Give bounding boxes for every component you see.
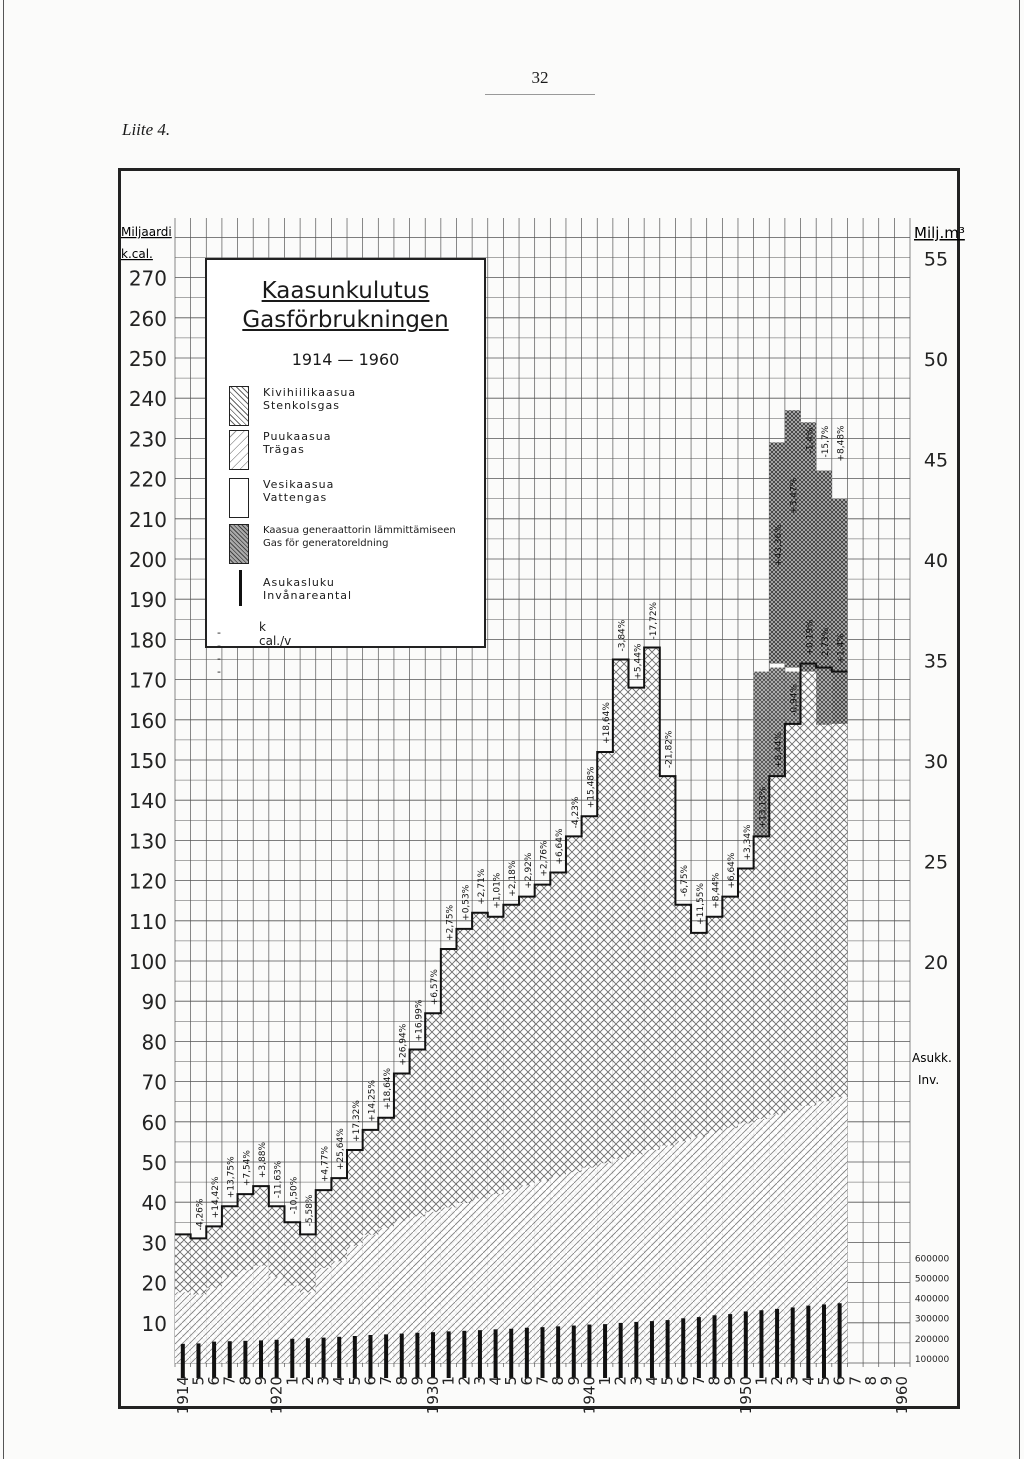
population-bar xyxy=(728,1314,732,1378)
percent-label: +8,44% xyxy=(711,872,722,909)
right-tick-label: 35 xyxy=(923,650,949,673)
x-tick-label: 6 xyxy=(674,1376,693,1386)
percent-label: -17,72% xyxy=(648,601,659,640)
x-tick-label: 6 xyxy=(517,1376,536,1386)
y-tick-label: 130 xyxy=(128,829,167,854)
population-bar xyxy=(384,1334,388,1378)
percent-label: +1,01% xyxy=(492,872,503,909)
population-bar xyxy=(290,1339,294,1378)
x-tick-label: 1 xyxy=(283,1376,302,1386)
percent-label: -5,58% xyxy=(304,1194,315,1227)
population-bar xyxy=(353,1336,357,1378)
population-bar xyxy=(744,1311,748,1378)
y-tick-label: 260 xyxy=(128,306,167,331)
x-tick-label: 3 xyxy=(314,1376,333,1386)
blank-swatch xyxy=(229,478,249,518)
population-bar xyxy=(525,1328,529,1378)
percent-label: +6,57% xyxy=(430,969,441,1006)
y-tick-label: 210 xyxy=(128,507,167,532)
generator-gas-bar xyxy=(785,410,801,667)
y-tick-label: 60 xyxy=(141,1110,167,1135)
x-tick-label: 4 xyxy=(330,1376,349,1386)
population-tick-label: 300000 xyxy=(914,1314,950,1325)
percent-label: -0,94% xyxy=(789,683,800,716)
legend-title-fi: Kaasunkulutus xyxy=(261,278,430,304)
population-bar xyxy=(400,1334,404,1378)
percent-label: +3,88% xyxy=(258,1141,269,1179)
percent-label: +1,4% xyxy=(836,633,847,664)
percent-label: +16,99% xyxy=(414,999,425,1042)
x-tick-label: 2 xyxy=(455,1376,474,1386)
percent-label: +2,75% xyxy=(445,904,456,941)
generator-gas-area xyxy=(816,668,832,725)
y-tick-label: 50 xyxy=(141,1151,167,1175)
population-bar xyxy=(322,1338,326,1378)
population-bar xyxy=(306,1338,310,1378)
legend-label-fi: Puukaasua xyxy=(263,430,332,443)
x-tick-label: 8 xyxy=(861,1376,880,1386)
population-bar xyxy=(650,1321,654,1378)
x-tick-label: 1 xyxy=(596,1376,615,1386)
population-bar xyxy=(275,1340,279,1378)
right-tick-label: 55 xyxy=(923,248,949,271)
population-bar xyxy=(713,1315,717,1378)
population-bar xyxy=(697,1317,701,1378)
x-tick-label: 7 xyxy=(689,1376,708,1386)
population-bar xyxy=(634,1322,638,1378)
y-tick-label: 70 xyxy=(141,1070,167,1095)
legend-label-sv: Stenkolsgas xyxy=(263,399,340,412)
x-tick-label: 2 xyxy=(768,1376,787,1386)
percent-label: +3,47% xyxy=(789,477,800,514)
x-tick-label: 1950 xyxy=(736,1376,755,1415)
y-tick-label: 220 xyxy=(128,467,167,492)
x-tick-label: 5 xyxy=(658,1376,677,1386)
percent-label: +25,64% xyxy=(336,1128,347,1171)
y-tick-label: 170 xyxy=(128,668,167,693)
legend-label-sv: Gas för generatoreldning xyxy=(263,538,389,549)
x-tick-label: 8 xyxy=(549,1376,568,1386)
right-tick-label: 40 xyxy=(923,550,949,572)
population-bar xyxy=(838,1303,842,1378)
percent-label: -6,75% xyxy=(680,864,691,897)
right-tick-label: 30 xyxy=(923,751,949,773)
percent-label: -3,84% xyxy=(617,619,628,652)
percent-label: +26,94% xyxy=(398,1023,409,1066)
x-tick-label: 7 xyxy=(377,1376,396,1386)
x-tick-label: 6 xyxy=(830,1376,849,1386)
x-tick-label: 6 xyxy=(361,1376,380,1386)
page-number: 32 xyxy=(531,68,549,87)
y-axis-unit: Miljaardi xyxy=(121,225,172,239)
percent-label: -10,50% xyxy=(289,1176,300,1215)
percent-label: +2,71% xyxy=(476,868,487,905)
dash-swatch: ---- xyxy=(217,626,223,678)
x-tick-label: 8 xyxy=(705,1376,724,1386)
y-tick-label: 240 xyxy=(128,387,167,412)
crosshatch-swatch xyxy=(229,386,249,426)
dense-swatch xyxy=(229,524,249,564)
y-tick-label: 110 xyxy=(128,909,167,934)
percent-label: +0,53% xyxy=(461,884,472,921)
population-axis-label: Asukk. xyxy=(912,1051,952,1065)
y-tick-label: 200 xyxy=(128,548,167,572)
legend-text xyxy=(263,430,332,456)
y-tick-label: 270 xyxy=(128,266,167,291)
population-bar xyxy=(462,1331,466,1378)
x-tick-label: 1920 xyxy=(267,1376,286,1415)
x-tick-label: 9 xyxy=(252,1376,271,1386)
legend-period: 1914 — 1960 xyxy=(291,350,400,369)
y-tick-label: 230 xyxy=(128,427,167,452)
appendix-label: Liite 4. xyxy=(122,120,171,139)
population-bar xyxy=(666,1320,670,1378)
population-bar xyxy=(681,1318,685,1378)
percent-label: -4,26% xyxy=(195,1198,206,1231)
population-bar-swatch xyxy=(239,570,242,606)
x-tick-label: 1930 xyxy=(424,1376,443,1415)
right-axis-unit: Milj.m³ xyxy=(914,224,965,242)
percent-label: +2,18% xyxy=(508,860,519,897)
percent-label: +6,64% xyxy=(727,852,738,889)
y-tick-label: 180 xyxy=(128,628,167,653)
x-tick-label: 4 xyxy=(486,1376,505,1386)
y-tick-label: 190 xyxy=(128,588,167,613)
x-tick-label: 7 xyxy=(533,1376,552,1386)
population-bar xyxy=(556,1326,560,1378)
right-tick-label: 45 xyxy=(923,449,949,472)
x-tick-label: 1940 xyxy=(580,1376,599,1415)
legend-text xyxy=(263,386,356,412)
population-tick-label: 200000 xyxy=(914,1334,950,1345)
percent-label: +13,75% xyxy=(226,1156,237,1199)
percent-label: +18,64% xyxy=(383,1067,394,1110)
legend-text xyxy=(263,478,334,504)
population-bar xyxy=(243,1341,247,1378)
percent-label: +11,55% xyxy=(695,883,706,925)
legend-label-sv: Trägas xyxy=(263,443,305,456)
y-tick-label: 80 xyxy=(141,1030,167,1055)
population-bar xyxy=(212,1342,216,1378)
legend-box xyxy=(205,258,486,678)
x-tick-label: 5 xyxy=(502,1376,521,1386)
right-tick-label: 25 xyxy=(923,851,949,874)
legend-label-sv: Vattengas xyxy=(263,491,328,504)
percent-label: -4,23% xyxy=(570,796,581,829)
population-bar xyxy=(509,1329,513,1378)
population-bar xyxy=(181,1344,185,1378)
percent-label: +8,44% xyxy=(774,731,785,769)
population-tick-label: 100000 xyxy=(914,1354,950,1365)
percent-label: +14,25% xyxy=(367,1079,378,1122)
population-bar xyxy=(775,1309,779,1378)
x-tick-label: 5 xyxy=(345,1376,364,1386)
population-bar xyxy=(791,1307,795,1378)
population-bar xyxy=(478,1330,482,1378)
population-tick-label: 600000 xyxy=(914,1254,950,1265)
x-tick-label: 9 xyxy=(408,1376,427,1386)
legend-dashed-label: k cal./v xyxy=(259,620,292,648)
percent-label: +17,32% xyxy=(351,1100,362,1142)
x-tick-label: 3 xyxy=(627,1376,646,1386)
population-bar xyxy=(759,1310,763,1378)
population-bar xyxy=(806,1306,810,1378)
population-bar xyxy=(228,1341,232,1378)
percent-label: -1,4% xyxy=(805,427,816,454)
x-tick-label: 5 xyxy=(814,1376,833,1386)
y-axis-unit: k.cal. xyxy=(121,247,153,261)
x-tick-label: 1 xyxy=(439,1376,458,1386)
x-tick-label: 8 xyxy=(392,1376,411,1386)
percent-label: +7,54% xyxy=(242,1150,253,1187)
percent-label: -2,73% xyxy=(820,627,831,660)
y-tick-label: 100 xyxy=(128,950,167,974)
y-tick-label: 40 xyxy=(141,1191,167,1216)
population-bar xyxy=(196,1343,200,1378)
legend-text xyxy=(263,524,456,550)
legend-label-fi: Kivihiilikaasua xyxy=(263,386,357,399)
population-tick-label: 500000 xyxy=(914,1274,950,1285)
population-bar xyxy=(368,1335,372,1378)
population-bar xyxy=(431,1332,435,1378)
y-tick-label: 10 xyxy=(141,1311,167,1336)
population-bar xyxy=(603,1324,607,1378)
percent-label: +15,48% xyxy=(586,766,597,809)
x-tick-label: 1960 xyxy=(893,1376,912,1415)
x-tick-label: 4 xyxy=(642,1376,661,1386)
x-tick-label: 1914 xyxy=(173,1376,192,1415)
x-tick-label: 4 xyxy=(799,1376,818,1386)
y-tick-label: 250 xyxy=(128,347,167,371)
population-bar xyxy=(572,1326,576,1378)
x-tick-label: 2 xyxy=(611,1376,630,1386)
y-tick-label: 30 xyxy=(141,1231,167,1256)
y-tick-label: 20 xyxy=(141,1271,167,1296)
x-tick-label: 3 xyxy=(470,1376,489,1386)
percent-label: +6,64% xyxy=(555,828,566,865)
population-bar xyxy=(494,1329,498,1378)
population-tick-label: 400000 xyxy=(914,1294,950,1305)
population-bar xyxy=(541,1327,545,1378)
population-bar xyxy=(619,1323,623,1378)
legend-label-fi: Asukasluku xyxy=(263,576,335,589)
percent-label: +13,13% xyxy=(758,786,769,829)
x-tick-label: 7 xyxy=(846,1376,865,1386)
x-tick-label: 1 xyxy=(752,1376,771,1386)
y-tick-label: 140 xyxy=(128,789,167,814)
x-tick-label: 7 xyxy=(220,1376,239,1386)
x-tick-label: 9 xyxy=(721,1376,740,1386)
percent-label: +5,44% xyxy=(633,643,644,680)
percent-label: +2,76% xyxy=(539,840,550,877)
right-tick-label: 20 xyxy=(923,952,949,974)
right-tick-label: 50 xyxy=(923,349,949,371)
x-tick-label: 3 xyxy=(783,1376,802,1386)
diagonal-swatch xyxy=(229,430,249,470)
population-bar xyxy=(415,1333,419,1378)
percent-label: -15,7% xyxy=(820,425,831,458)
legend-label-fi: Vesikaasua xyxy=(263,478,335,491)
percent-label: -21,82% xyxy=(664,730,675,769)
population-axis-label: Inv. xyxy=(918,1073,940,1087)
x-tick-label: 8 xyxy=(236,1376,255,1386)
percent-label: +18,64% xyxy=(602,702,613,744)
percent-label: -11,63% xyxy=(273,1160,284,1199)
legend-label-sv: Invånareantal xyxy=(263,589,353,602)
percent-label: +43,36% xyxy=(774,524,785,567)
generator-gas-bar xyxy=(832,499,848,724)
population-bar xyxy=(447,1331,451,1378)
x-tick-label: 2 xyxy=(298,1376,317,1386)
population-bar xyxy=(822,1304,826,1378)
x-tick-label: 9 xyxy=(564,1376,583,1386)
x-tick-label: 9 xyxy=(877,1376,896,1386)
x-tick-label: 6 xyxy=(205,1376,224,1386)
legend-title-sv: Gasförbrukningen xyxy=(242,307,449,333)
y-tick-label: 120 xyxy=(128,869,167,894)
population-bar xyxy=(587,1325,591,1378)
percent-label: +0,19% xyxy=(805,619,816,656)
legend-label-fi: Kaasua generaattorin lämmittämiseen xyxy=(263,525,456,536)
y-tick-label: 90 xyxy=(141,990,167,1015)
percent-label: +8,48% xyxy=(836,425,847,462)
y-tick-label: 150 xyxy=(128,749,167,773)
population-bar xyxy=(337,1337,341,1378)
percent-label: +3,34% xyxy=(742,824,753,861)
percent-label: +14,42% xyxy=(211,1176,222,1219)
y-tick-label: 160 xyxy=(128,708,167,733)
percent-label: +2,92% xyxy=(523,852,534,889)
x-tick-label: 5 xyxy=(189,1376,208,1386)
legend-text xyxy=(263,576,352,602)
population-bar xyxy=(259,1340,263,1378)
percent-label: +4,77% xyxy=(320,1145,331,1183)
